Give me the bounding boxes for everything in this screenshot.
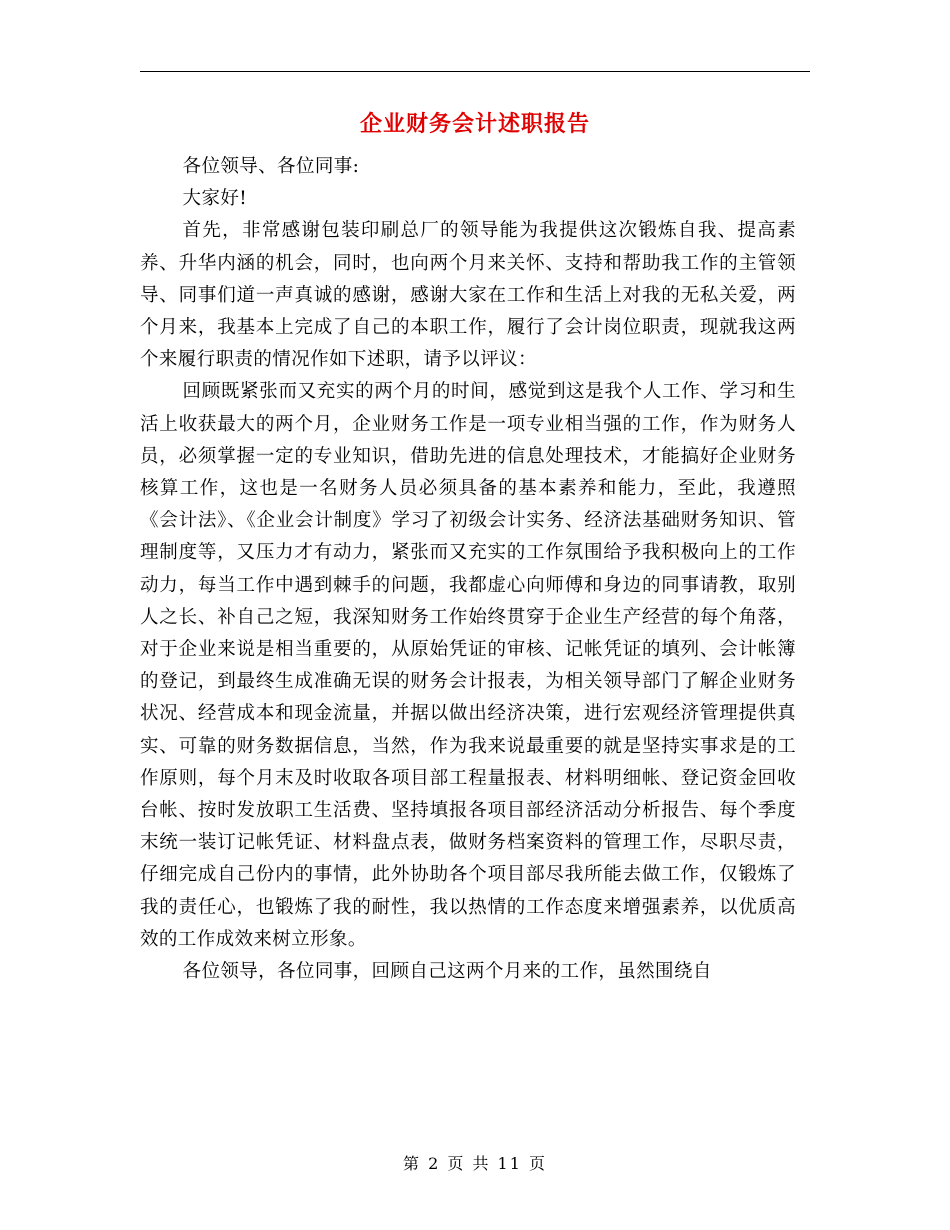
paragraph-intro: 首先，非常感谢包装印刷总厂的领导能为我提供这次锻炼自我、提高素养、升华内涵的机会，同时，也向两个月来关怀、支持和帮助我工作的主管领导、同事们道一声真诚的感谢，感谢大家在工作和生活上对我的无私关爱，两个月来，我基本上完成了自己的本职工作，履行了会计岗位职责，现就我这两个来履行职责的情况作如下述职，请予以评议： (140, 220, 796, 371)
document-title: 企业财务会计述职报告 (359, 111, 590, 137)
paragraph-review: 回顾既紧张而又充实的两个月的时间，感觉到这是我个人工作、学习和生活上收获最大的两个月，企业财务工作是一项专业相当强的工作，作为财务人员，必须掌握一定的专业知识，借助先进的信息处理技术，才能搞好企业财务核算工作，这也是一名财务人员必须具备的基本素养和能力，至此，我遵照《会计法》、《企业会计制度》学习了初级会计实务、经济法基础财务知识、管理制度等，又压力才有动力，紧张而又充实的工作氛围给予我积极向上的工作动力，每当工作中遇到棘手的问题，我都虚心向师傅和身边的同事请教，取别人之长、补自己之短，我深知财务工作始终贯穿于企业生产经营的每个角落，对于企业来说是相当重要的，从原始凭证的审核、记帐凭证的填列、会计帐簿的登记，到最终生成准确无误的财务会计报表，为相关领导部门了解企业财务状况、经营成本和现金流量，并据以做出经济决策，进行宏观经济管理提供真实、可靠的财务数据信息，当然，作为我来说最重要的就是坚持实事求是的工作原则，每个月末及时收取各项目部工程量报表、材料明细帐、登记资金回收台帐、按时发放职工生活费、坚持填报各项目部经济活动分析报告、每个季度末统一装订记帐凭证、材料盘点表，做财务档案资料的管理工作，尽职尽责，仔细完成自己份内的事情，此外协助各个项目部尽我所能去做工作，仅锻炼了我的责任心，也锻炼了我的耐性，我以热情的工作态度来增强素养，以优质高效的工作成效来树立形象。 (140, 381, 796, 950)
page-number-footer: 第 2 页 共 11 页 (403, 1154, 547, 1173)
greeting: 大家好! (182, 188, 248, 210)
paragraph-closing: 各位领导，各位同事，回顾自己这两个月来的工作，虽然围绕自 (182, 961, 712, 983)
document-body (140, 151, 796, 988)
header-rule (140, 71, 810, 72)
salutation: 各位领导、各位同事: (182, 156, 360, 177)
